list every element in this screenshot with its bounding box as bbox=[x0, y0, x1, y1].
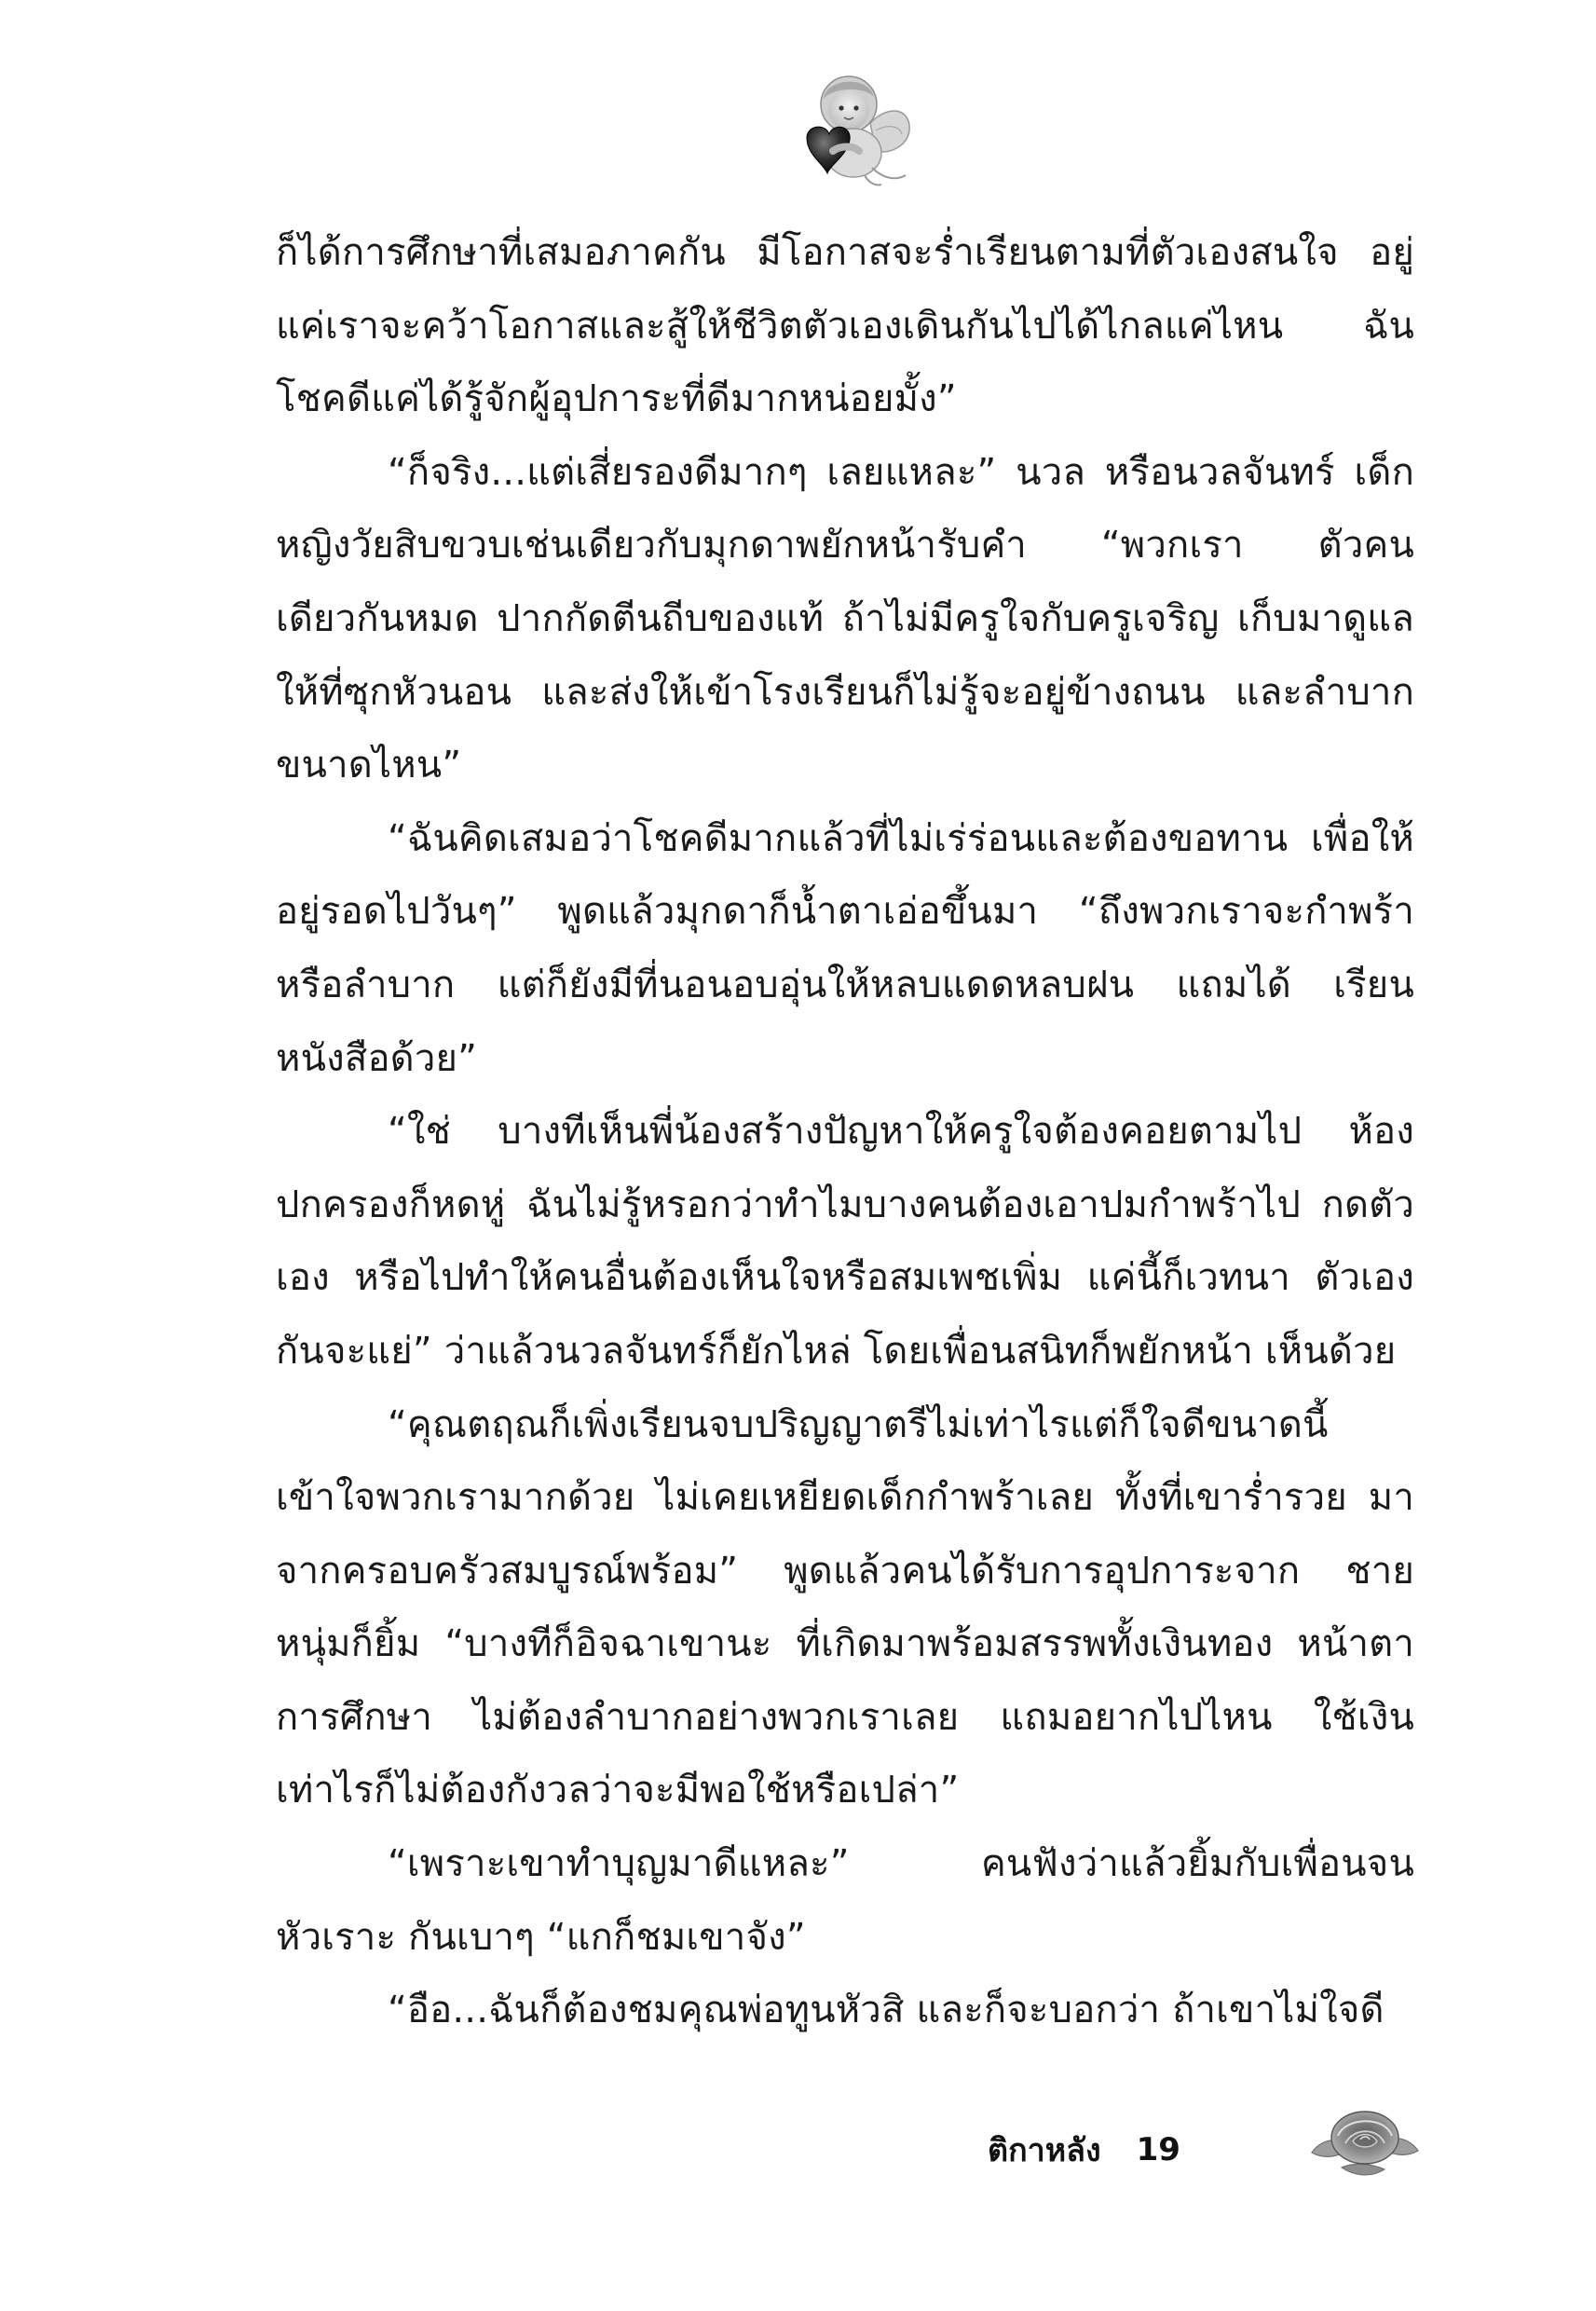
rose-icon bbox=[1304, 2095, 1425, 2184]
paragraph-7: “อือ...ฉันก็ต้องชมคุณพ่อทูนหัวสิ และก็จะบอกว่า ถ้าเขาไม่ใจดี bbox=[388, 1989, 1385, 2032]
paragraph-5: “คุณตฤณก็เพิ่งเรียนจบปริญญาตรีไม่เท่าไรแต่ก็ใจดีขนาดนี้ เข้าใจพวกเรามากด้วย ไม่เคยเหยียดเด็กกำพร้าเลย ทั้งที่เขาร่ำรวย มาจากครอบครัวสมบูรณ์พร้อม” พูดแล้วคนได้รับการอุปการะจาก ชายหนุ่มก็ยิ้ม “บางทีก็อิจฉาเขานะ ที่เกิดมาพร้อมสรรพทั้งเงินทอง หน้าตา การศึกษา ไม่ต้องลำบากอย่างพวกเราเลย แถมอยากไปไหน ใช้เงินเท่าไรก็ไม่ต้องกังวลว่าจะมีพอใช้หรือเปล่า” bbox=[276, 1402, 1414, 1812]
page-footer bbox=[988, 2108, 1180, 2192]
cherub-with-heart-icon bbox=[779, 65, 919, 196]
paragraph-2: “ก็จริง...แต่เสี่ยรองดีมากๆ เลยแหละ” นวล หรือนวลจันทร์ เด็กหญิงวัยสิบขวบเช่นเดียวกับมุกดาพยักหน้ารับคำ “พวกเรา ตัวคนเดียวกันหมด ปากกัดตีนถีบของแท้ ถ้าไม่มีครูใจกับครูเจริญ เก็บมาดูแลให้ที่ซุกหัวนอน และส่งให้เข้าโรงเรียนก็ไม่รู้จะอยู่ข้างถนน และลำบากขนาดไหน” bbox=[276, 450, 1414, 787]
paragraph-1: ก็ได้การศึกษาที่เสมอภาคกัน มีโอกาสจะร่ำเรียนตามที่ตัวเองสนใจ อยู่แค่เราจะคว้าโอกาสและสู้ให้ชีวิตตัวเองเดินกันไปได้ไกลแค่ไหน ฉันโชคดีแค่ได้รู้จักผู้อุปการะที่ดีมากหน่อยมั้ง” bbox=[276, 231, 1414, 421]
page-number: 19 bbox=[1136, 2131, 1180, 2168]
paragraph-3: “ฉันคิดเสมอว่าโชคดีมากแล้วที่ไม่เร่ร่อนและต้องขอทาน เพื่อให้ อยู่รอดไปวันๆ” พูดแล้วมุกดาก็น้ำตาเอ่อขึ้นมา “ถึงพวกเราจะกำพร้า หรือลำบาก แต่ก็ยังมีที่นอนอบอุ่นให้หลบแดดหลบฝน แถมได้ เรียนหนังสือด้วย” bbox=[276, 816, 1414, 1080]
book-title: ติกาหลัง bbox=[988, 2132, 1101, 2169]
paragraph-4: “ใช่ บางทีเห็นพี่น้องสร้างปัญหาให้ครูใจต้องคอยตามไป ห้องปกครองก็หดหู่ ฉันไม่รู้หรอกว่าทำไมบางคนต้องเอาปมกำพร้าไป กดตัวเอง หรือไปทำให้คนอื่นต้องเห็นใจหรือสมเพชเพิ่ม แค่นี้ก็เวทนา ตัวเองกันจะแย่” ว่าแล้วนวลจันทร์ก็ยักไหล่ โดยเพื่อนสนิทก็พยักหน้า เห็นด้วย bbox=[276, 1110, 1414, 1373]
story-text bbox=[276, 216, 1414, 2047]
paragraph-6: “เพราะเขาทำบุญมาดีแหละ” คนฟังว่าแล้วยิ้มกับเพื่อนจนหัวเราะ กันเบาๆ “แกก็ชมเขาจัง” bbox=[276, 1842, 1414, 1959]
